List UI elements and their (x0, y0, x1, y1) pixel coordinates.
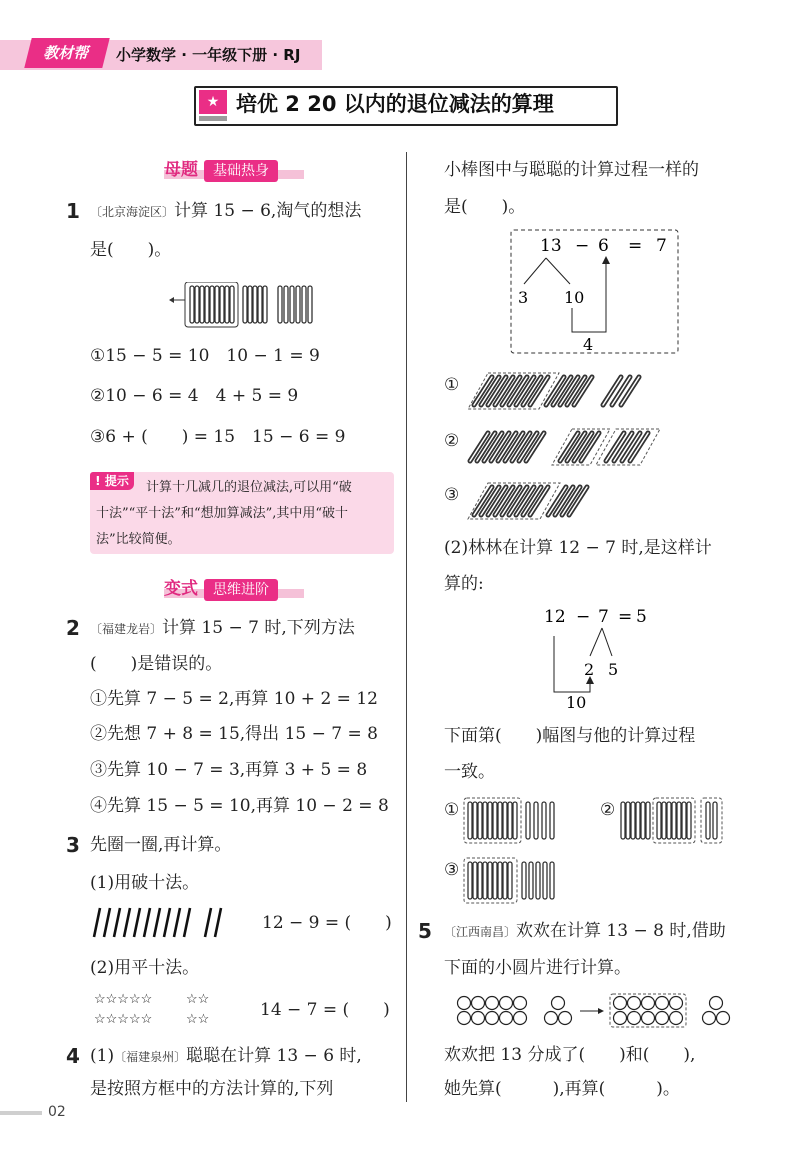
question-2-line2: ( )是错误的。 (90, 654, 223, 674)
question-number: 2 (66, 616, 80, 640)
q4-2-option3-sticks (462, 856, 572, 906)
question-2-line1 (90, 615, 355, 642)
question-3-line1: 先圈一圈,再计算。 (90, 835, 232, 855)
svg-text:☆☆: ☆☆ (186, 992, 210, 1007)
option: ④先算 15 − 5 = 10,再算 10 − 2 = 8 (90, 796, 389, 816)
diagram-operator: − (576, 607, 591, 627)
question-5-line3: 欢欢把 13 分成了( )和( ), (444, 1045, 696, 1065)
option: ②10 − 6 = 4 4 + 5 = 9 (90, 386, 299, 406)
lesson-title: 培优 2 20 以内的退位减法的算理 (236, 92, 554, 116)
diagram-number: 6 (598, 236, 609, 256)
q4-option2-sticks (466, 426, 666, 468)
title-icon-shadow (199, 116, 227, 121)
question-4-part2-line1: (2)林林在计算 12 − 7 时,是这样计 (444, 538, 712, 558)
option: ③6 + ( ) = 15 15 − 6 = 9 (90, 427, 346, 447)
question-1-line1 (90, 198, 361, 225)
footer-line (0, 1111, 42, 1115)
q4-2-option1-sticks (462, 796, 572, 846)
page-number: 02 (48, 1104, 66, 1120)
diagram-number: 13 (540, 236, 562, 256)
question-5-line1 (444, 918, 726, 945)
diagram-number: 2 (584, 660, 595, 679)
hint-line: 十法”“平十法”和“想加算减法”,其中用“破十 (96, 506, 349, 521)
book-title: 小学数学 · 一年级下册 · RJ (116, 46, 301, 64)
diagram-number: 4 (583, 335, 594, 354)
diagram-number: 7 (656, 236, 667, 256)
diagram-number: 7 (598, 607, 609, 627)
section-header-basic (164, 157, 278, 183)
svg-text:☆☆☆☆☆: ☆☆☆☆☆ (94, 992, 153, 1007)
diagram-number: 10 (566, 693, 587, 712)
question-number: 5 (418, 919, 432, 943)
q3-stars (92, 988, 232, 1028)
hint-line: 计算十几减几的退位减法,可以用“破 (146, 480, 352, 495)
question-4-line1 (90, 1043, 362, 1070)
part-label: (2)用平十法。 (90, 958, 200, 978)
column-divider (406, 152, 407, 1102)
question-text: 计算 15 − 6,淘气的想法 (174, 201, 362, 221)
diagram-operator: − (575, 236, 590, 256)
option-label: ② (444, 431, 460, 451)
option-label: ② (600, 800, 616, 820)
question-source: 〔福建泉州〕 (114, 1050, 187, 1064)
question-4-line4: 是( )。 (444, 197, 526, 217)
question-source: 〔福建龙岩〕 (90, 622, 163, 636)
option-label: ① (444, 375, 460, 395)
equation: 12 − 9 = ( ) (262, 913, 392, 933)
option: ②先想 7 + 8 = 15,得出 15 − 7 = 8 (90, 724, 378, 744)
diagram-number: 12 (544, 607, 566, 627)
diagram-number: 5 (608, 660, 619, 679)
option: ①先算 7 − 5 = 2,再算 10 + 2 = 12 (90, 689, 378, 709)
option-label: ③ (444, 485, 460, 505)
equation: 14 − 7 = ( ) (260, 1000, 390, 1020)
hint-line: 法”比较简便。 (96, 532, 181, 547)
question-number: 1 (66, 199, 80, 223)
section-main-label: 变式 (164, 579, 198, 599)
part-label: (1) (90, 1046, 115, 1066)
option-label: ① (444, 800, 460, 820)
option: ③先算 10 − 7 = 3,再算 3 + 5 = 8 (90, 760, 368, 780)
question-4-part2-line4: 一致。 (444, 762, 495, 782)
diagram-number: 10 (564, 288, 585, 307)
section-sub-label: 基础热身 (204, 160, 278, 182)
q4-option1-sticks (466, 370, 666, 412)
diagram-number: 5 (636, 607, 647, 627)
question-text: 欢欢在计算 13 − 8 时,借助 (516, 921, 726, 941)
svg-text:☆☆☆☆☆: ☆☆☆☆☆ (94, 1012, 153, 1027)
brand-label: 教材帮 (24, 38, 109, 68)
q4-2-option2-sticks (618, 796, 728, 846)
question-5-line4: 她先算( ),再算( )。 (444, 1079, 680, 1099)
star-icon: ★ (199, 90, 227, 114)
option: ①15 − 5 = 10 10 − 1 = 9 (90, 346, 320, 366)
q4-option3-sticks (466, 480, 666, 522)
part-label: (1)用破十法。 (90, 873, 200, 893)
section-header-advanced (164, 576, 278, 602)
diagram-operator: = (618, 607, 633, 627)
option-label: ③ (444, 860, 460, 880)
section-main-label: 母题 (164, 160, 198, 180)
question-text: 计算 15 − 7 时,下列方法 (162, 618, 355, 638)
q4-method-diagram (510, 228, 680, 356)
question-4-line3: 小棒图中与聪聪的计算过程一样的 (444, 160, 699, 180)
q1-stick-figure (166, 282, 326, 328)
q5-counters (454, 992, 754, 1032)
question-number: 4 (66, 1044, 80, 1068)
diagram-number: 3 (518, 288, 529, 307)
hint-label: ! 提示 (90, 472, 134, 490)
question-source: 〔江西南昌〕 (444, 925, 517, 939)
diagram-operator: = (628, 236, 643, 256)
svg-text:☆☆: ☆☆ (186, 1012, 210, 1027)
q3-slash-sticks (92, 906, 232, 940)
question-4-part2-line2: 算的: (444, 574, 484, 594)
question-text: 聪聪在计算 13 − 6 时, (186, 1046, 362, 1066)
stick-group (190, 286, 312, 323)
question-4-line2: 是按照方框中的方法计算的,下列 (90, 1079, 334, 1099)
question-source: 〔北京海淀区〕 (90, 205, 175, 219)
q4-lin-diagram (540, 600, 660, 712)
question-4-part2-line3: 下面第( )幅图与他的计算过程 (444, 726, 696, 746)
section-sub-label: 思维进阶 (204, 579, 278, 601)
question-5-line2: 下面的小圆片进行计算。 (444, 958, 631, 978)
question-1-line2: 是( )。 (90, 240, 172, 260)
question-number: 3 (66, 833, 80, 857)
